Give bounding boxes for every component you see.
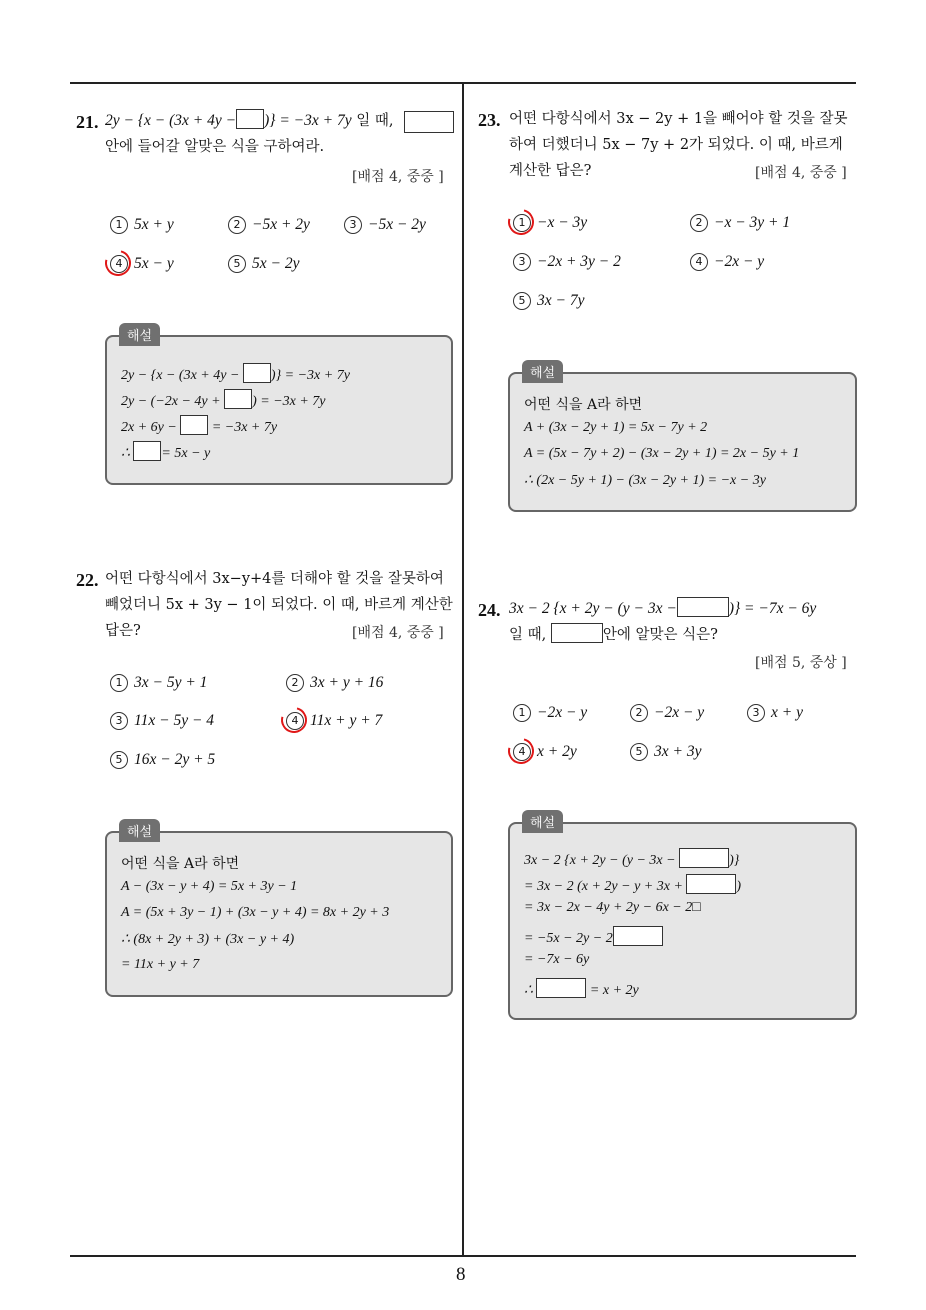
answer-blank-box: [404, 111, 454, 133]
q23-solution-line-1: 어떤 식을 A라 하면: [524, 397, 643, 413]
q22-option-4[interactable]: 4 11x + y + 7: [286, 712, 382, 730]
option-number-1: 1: [110, 216, 128, 234]
q24-solution-line-6: ∴ = x + 2y: [524, 978, 639, 999]
question-24-meta: [배점 5, 중상 ]: [755, 655, 847, 671]
q23-option-1[interactable]: 1 −x − 3y: [513, 214, 587, 232]
question-22-number: 22.: [76, 570, 99, 590]
q24-solution-line-4: = −5x − 2y − 2: [524, 926, 663, 947]
q22-option-5[interactable]: 5 16x − 2y + 5: [110, 751, 215, 769]
option-number-3: 3: [344, 216, 362, 234]
question-23-stem-line1: 어떤 다항식에서 3x − 2y + 1을 빼어야 할 것을 잘못: [509, 111, 848, 127]
q24-option-2[interactable]: 2 −2x − y: [630, 704, 704, 722]
solution-tag: 해설: [522, 810, 563, 833]
q22-option-2[interactable]: 2 3x + y + 16: [286, 674, 383, 692]
q23-solution-line-3: A = (5x − 7y + 2) − (3x − 2y + 1) = 2x − 5y + 1: [524, 446, 800, 461]
q21-option-2[interactable]: 2 −5x + 2y: [228, 216, 310, 234]
q21-option-5[interactable]: 5 5x − 2y: [228, 255, 299, 273]
question-23-meta: [배점 4, 중중 ]: [755, 165, 847, 181]
q23-solution-box: [508, 366, 857, 512]
q24-option-4[interactable]: 4 x + 2y: [513, 743, 577, 761]
q21-solution-line-1: 2y − {x − (3x + 4y − )} = −3x + 7y: [121, 363, 350, 384]
solution-tag: 해설: [522, 360, 563, 383]
question-21-meta: [배점 4, 중중 ]: [352, 169, 444, 185]
q22-option-3[interactable]: 3 11x − 5y − 4: [110, 712, 214, 730]
answer-blank-box: [679, 848, 729, 868]
answer-blank-box: [536, 978, 586, 998]
solution-tag: 해설: [119, 819, 160, 842]
question-22-stem-line1: 어떤 다항식에서 3x−y+4를 더해야 할 것을 잘못하여: [105, 571, 444, 587]
answer-blank-box: [133, 441, 161, 461]
bottom-rule: [70, 1255, 856, 1257]
question-22-stem-line2: 빼었더니 5x + 3y − 1이 되었다. 이 때, 바르게 계산한: [105, 597, 453, 613]
question-21-stem: [105, 108, 393, 134]
q23-option-4[interactable]: 4 −2x − y: [690, 253, 764, 271]
q23-solution-line-4: ∴ (2x − 5y + 1) − (3x − 2y + 1) = −x − 3y: [524, 473, 766, 488]
q21-option-3[interactable]: 3 −5x − 2y: [344, 216, 426, 234]
q21-option-4[interactable]: 4 5x − y: [110, 255, 174, 273]
answer-blank-box: [236, 109, 264, 129]
q23-solution-line-2: A + (3x − 2y + 1) = 5x − 7y + 2: [524, 420, 708, 435]
q24-option-5[interactable]: 5 3x + 3y: [630, 743, 701, 761]
q24-option-1[interactable]: 1 −2x − y: [513, 704, 587, 722]
q22-solution-line-1: 어떤 식을 A라 하면: [121, 856, 240, 872]
q21-option-1[interactable]: 1 5x + y: [110, 216, 174, 234]
answer-blank-box: [686, 874, 736, 894]
question-24-number: 24.: [478, 600, 501, 620]
q21-stem-text: 일 때,: [356, 113, 394, 129]
question-23-stem-line3: 계산한 답은?: [509, 163, 592, 179]
q21-solution-line-3: 2x + 6y − = −3x + 7y: [121, 415, 277, 436]
answer-blank-box: [551, 623, 603, 643]
answer-blank-box: [224, 389, 252, 409]
question-22-stem-line3: 답은?: [105, 623, 141, 639]
q21-solution-line-2: 2y − (−2x − 4y + ) = −3x + 7y: [121, 389, 326, 410]
answer-mark-circle: [503, 204, 539, 240]
question-22-meta: [배점 4, 중중 ]: [352, 625, 444, 641]
q21-stem-math: 2y − {x − (3x + 4y −: [105, 112, 237, 129]
question-23-stem-line2: 하여 더했더니 5x − 7y + 2가 되었다. 이 때, 바르게: [509, 137, 843, 153]
q21-stem-math-end: )} = −3x + 7y: [264, 112, 352, 129]
answer-blank-box: [180, 415, 208, 435]
q22-solution-box: [105, 825, 453, 997]
question-21-number: 21.: [76, 112, 99, 132]
page-number: 8: [456, 1264, 466, 1285]
answer-mark-circle: [276, 702, 312, 738]
question-21-stem-line2: 안에 들어갈 알맞은 식을 구하여라.: [105, 139, 325, 155]
solution-tag: 해설: [119, 323, 160, 346]
answer-blank-box: [677, 597, 729, 617]
q24-solution-line-5: = −7x − 6y: [524, 952, 590, 967]
option-number-2: 2: [228, 216, 246, 234]
q22-solution-line-3: A = (5x + 3y − 1) + (3x − y + 4) = 8x + 2y + 3: [121, 905, 390, 920]
question-23-number: 23.: [478, 110, 501, 130]
q22-solution-line-5: = 11x + y + 7: [121, 957, 200, 972]
q23-option-5[interactable]: 5 3x − 7y: [513, 292, 584, 310]
option-number-5: 5: [228, 255, 246, 273]
q24-option-3[interactable]: 3 x + y: [747, 704, 803, 722]
answer-mark-circle: [503, 733, 539, 769]
answer-blank-box: [243, 363, 271, 383]
column-divider: [462, 82, 464, 1256]
q21-solution-box: [105, 329, 453, 485]
answer-mark-circle: [100, 245, 136, 281]
question-24-stem: 3x − 2 {x + 2y − (y − 3x − )} = −7x − 6y: [509, 596, 816, 622]
option-number-4: 4: [110, 255, 128, 273]
q23-option-3[interactable]: 3 −2x + 3y − 2: [513, 253, 621, 271]
q22-option-1[interactable]: 1 3x − 5y + 1: [110, 674, 207, 692]
q24-solution-line-3: = 3x − 2x − 4y + 2y − 6x − 2□: [524, 900, 701, 915]
q23-option-2[interactable]: 2 −x − 3y + 1: [690, 214, 790, 232]
q22-solution-line-2: A − (3x − y + 4) = 5x + 3y − 1: [121, 879, 298, 894]
q22-solution-line-4: ∴ (8x + 2y + 3) + (3x − y + 4): [121, 932, 295, 947]
q21-solution-line-4: ∴ = 5x − y: [121, 441, 210, 462]
q24-solution-line-1: 3x − 2 {x + 2y − (y − 3x − )}: [524, 848, 739, 869]
question-24-stem-line2: 일 때, 안에 알맞은 식은?: [509, 622, 718, 648]
q24-solution-line-2: = 3x − 2 (x + 2y − y + 3x + ): [524, 874, 741, 895]
q24-solution-box: [508, 816, 857, 1020]
answer-blank-box: [613, 926, 663, 946]
